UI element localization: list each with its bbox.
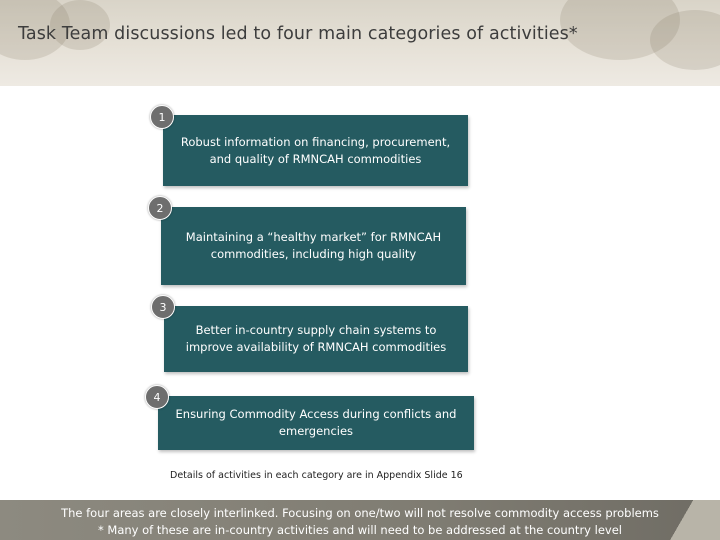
page-title: Task Team discussions led to four main categories of activities* xyxy=(18,24,578,44)
footer-banner xyxy=(0,500,720,540)
category-number-badge: 2 xyxy=(148,196,172,220)
footer-line-2: * Many of these are in-country activities and will need to be addressed at the country level xyxy=(98,523,622,537)
category-number-badge: 3 xyxy=(151,295,175,319)
category-number-badge: 1 xyxy=(150,105,174,129)
appendix-note: Details of activities in each category are in Appendix Slide 16 xyxy=(170,470,463,481)
header-banner xyxy=(0,0,720,86)
category-text: Robust information on financing, procurement, and quality of RMNCAH commodities xyxy=(180,134,451,166)
category-text: Better in-country supply chain systems to improve availability of RMNCAH commodities xyxy=(185,323,447,354)
category-box-3 xyxy=(164,306,468,372)
category-box-4 xyxy=(158,396,474,450)
category-box-2 xyxy=(161,207,466,285)
footer-line-1: The four areas are closely interlinked. Focusing on one/two will not resolve commodity access problems xyxy=(61,506,659,520)
category-box-1 xyxy=(163,115,468,186)
category-number-badge: 4 xyxy=(145,385,169,409)
category-text: Ensuring Commodity Access during conflicts and emergencies xyxy=(175,407,457,438)
category-text: Maintaining a “healthy market” for RMNCAH commodities, including high quality xyxy=(185,230,442,261)
